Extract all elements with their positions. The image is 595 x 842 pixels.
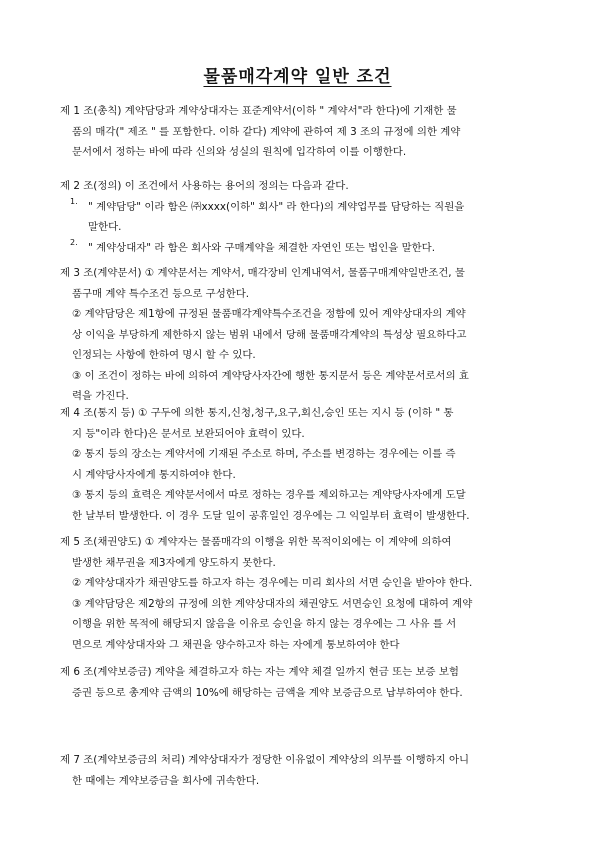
item-number: 2. <box>70 237 78 247</box>
article-5-line-3: ② 계약상대자가 채권양도를 하고자 하는 경우에는 미리 회사의 서면 승인을 받아야 한다. <box>72 577 473 589</box>
article-7-line-2: 한 때에는 계약보증금을 회사에 귀속한다. <box>72 774 260 787</box>
document-title: 물품매각계약 일반 조건 <box>203 67 392 87</box>
article-3-line-5: 인정되는 사항에 한하여 명시 할 수 있다. <box>72 349 256 361</box>
article-4-line-5: ③ 통지 등의 효력은 계약문서에서 따로 정하는 경우를 제외하고는 계약당사자에게 도달 <box>72 489 466 501</box>
article-2-item-2 <box>60 238 560 259</box>
article-7-line-1: 제 7 조(계약보증금의 처리) 계약상대자가 정당한 이유없이 계약상의 의무를 이행하지 아니 <box>60 754 470 766</box>
article-5 <box>60 532 560 655</box>
article-3-line-4: 상 이익을 부당하게 제한하지 않는 범위 내에서 당해 물품매각계약의 특성상 필요하다고 <box>72 328 467 341</box>
article-4-line-2: 지 등"이라 한다)은 문서로 보완되어야 효력이 있다. <box>72 427 305 440</box>
article-2-item-1 <box>60 197 560 238</box>
article-5-line-5: 이행을 위한 목적에 해당되지 않음을 이유로 승인을 하지 않는 경우에는 그 사유 를 서 <box>72 618 457 630</box>
article-2-item-1-line-1: " 계약담당" 이라 함은 ㈜xxxx(이하" 회사" 라 한다)의 계약업무를 담당하는 직원을 <box>88 200 465 213</box>
article-3-line-3: ② 계약담당은 제1항에 규정된 물품매각계약특수조건을 정함에 있어 계약상대자의 계약 <box>72 308 466 320</box>
article-6-line-1: 제 6 조(계약보증금) 계약을 체결하고자 하는 자는 계약 체결 일까지 현금 또는 보증 보험 <box>60 666 459 678</box>
article-2-line-1: 제 2 조(정의) 이 조건에서 사용하는 용어의 정의는 다음과 같다. <box>60 180 349 192</box>
article-6 <box>60 662 560 703</box>
article-1-line-3: 문서에서 정하는 바에 따라 신의와 성실의 원칙에 입각하여 이를 이행한다. <box>72 146 407 158</box>
article-2 <box>60 176 560 258</box>
article-3-line-6: ③ 이 조건이 정하는 바에 의하여 계약당사자간에 행한 통지문서 등은 계약문서로서의 효 <box>72 369 469 382</box>
article-2-item-1-line-2: 말한다. <box>88 221 122 233</box>
article-6-line-2: 증권 등으로 총계약 금액의 10%에 해당하는 금액을 계약 보증금으로 납부하여야 한다. <box>72 686 463 699</box>
article-3-line-7: 력을 가진다. <box>72 390 129 402</box>
article-7 <box>60 750 560 791</box>
article-3 <box>60 263 560 407</box>
article-5-line-6: 면으로 계약상대자와 그 채권을 양수하고자 하는 자에게 통보하여야 한다 <box>72 638 400 651</box>
article-1-line-1: 제 1 조(총칙) 계약담당과 계약상대자는 표준계약서(이하 " 계약서"라 한다)에 기재한 물 <box>60 105 457 117</box>
article-2-item-2-line-1: " 계약상대자" 라 함은 회사와 구매계약을 체결한 자연인 또는 법인을 말한다. <box>88 241 436 254</box>
article-5-line-4: ③ 계약담당은 제2항의 규정에 의한 계약상대자의 채권양도 서면승인 요청에 대하여 계약 <box>72 597 473 610</box>
article-4-line-4: 시 계약당사자에게 통지하여야 한다. <box>72 468 236 481</box>
article-5-line-2: 발생한 채무권을 제3자에게 양도하지 못한다. <box>72 556 276 569</box>
article-4-line-3: ② 통지 등의 장소는 계약서에 기재된 주소로 하며, 주소를 변경하는 경우에는 이를 즉 <box>72 448 456 460</box>
article-1-line-2: 품의 매각(" 제조 " 를 포함한다. 이하 같다) 계약에 관하여 제 3 조의 규정에 의한 계약 <box>72 125 461 138</box>
article-3-line-1: 제 3 조(계약문서) ① 계약문서는 계약서, 매각장비 인계내역서, 물품구매계약일반조건, 물 <box>60 267 465 279</box>
article-4-line-1: 제 4 조(통지 등) ① 구두에 의한 통지,신청,청구,요구,회신,승인 또는 지시 등 (이하 " 통 <box>60 407 454 419</box>
item-number: 1. <box>70 196 78 206</box>
article-5-line-1: 제 5 조(채권양도) ① 계약자는 물품매각의 이행을 위한 목적이외에는 이 계약에 의하여 <box>60 536 452 548</box>
article-4 <box>60 403 560 526</box>
article-1 <box>60 101 560 163</box>
article-4-line-6: 한 날부터 발생한다. 이 경우 도달 일이 공휴일인 경우에는 그 익일부터 효력이 발생한다. <box>72 509 470 522</box>
article-3-line-2: 품구매 계약 특수조건 등으로 구성한다. <box>72 287 250 300</box>
